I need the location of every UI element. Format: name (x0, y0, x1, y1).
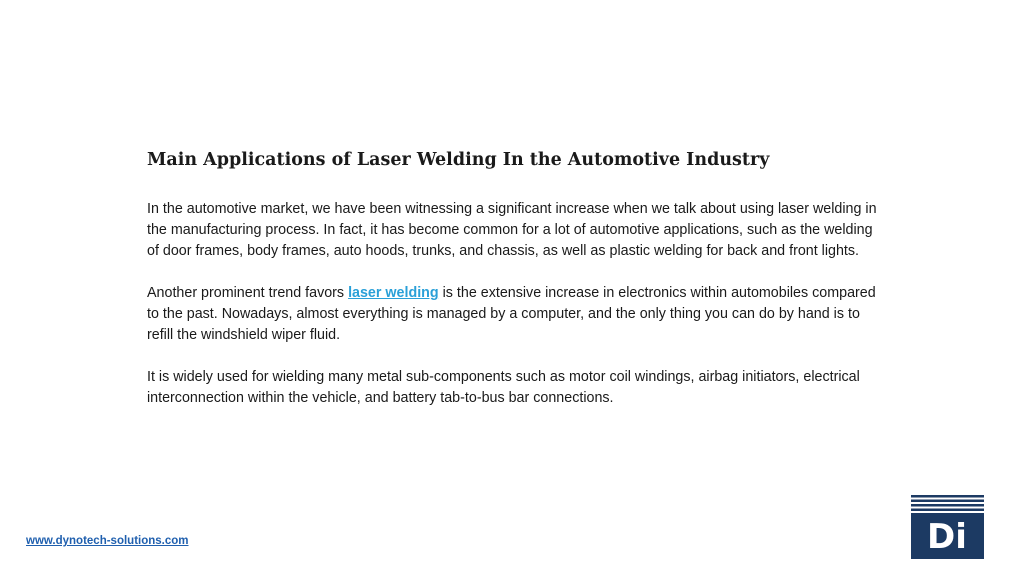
paragraph-trend-end: is the extensive increase in electronics within automobiles compared to the past. Nowadays, almost everything is managed by a computer, and the only thing you can do by hand is to refill the windshield wiper fluid. (147, 285, 876, 343)
paragraph-intro: In the automotive market, we have been witnessing a significant increase when we talk about using laser welding in the manufacturing process. In fact, it has become common for a lot of automotive applications, such as the welding of door frames, body frames, auto hoods, trunks, and chassis, as well as plastic welding for back and front lights. (147, 201, 877, 259)
logo-stripe (911, 509, 984, 512)
paragraph-trend (147, 283, 887, 346)
laser-welding-link[interactable]: laser welding (348, 285, 439, 301)
slide-body (147, 199, 887, 430)
slide-title: Main Applications of Laser Welding In the Automotive Industry (147, 150, 770, 170)
paragraph-trend-start: Another prominent trend favors (147, 285, 349, 301)
logo-stripe (911, 500, 984, 503)
website-link[interactable]: www.dynotech-solutions.com (26, 535, 189, 547)
logo-letters: Di (927, 517, 967, 557)
paragraph-uses: It is widely used for wielding many metal sub-components such as motor coil windings, airbag initiators, electrical interconnection within the vehicle, and battery tab-to-bus bar connections. (147, 369, 860, 406)
logo-stripe (911, 495, 984, 498)
dynotech-logo (911, 495, 984, 559)
logo-stripe (911, 504, 984, 507)
